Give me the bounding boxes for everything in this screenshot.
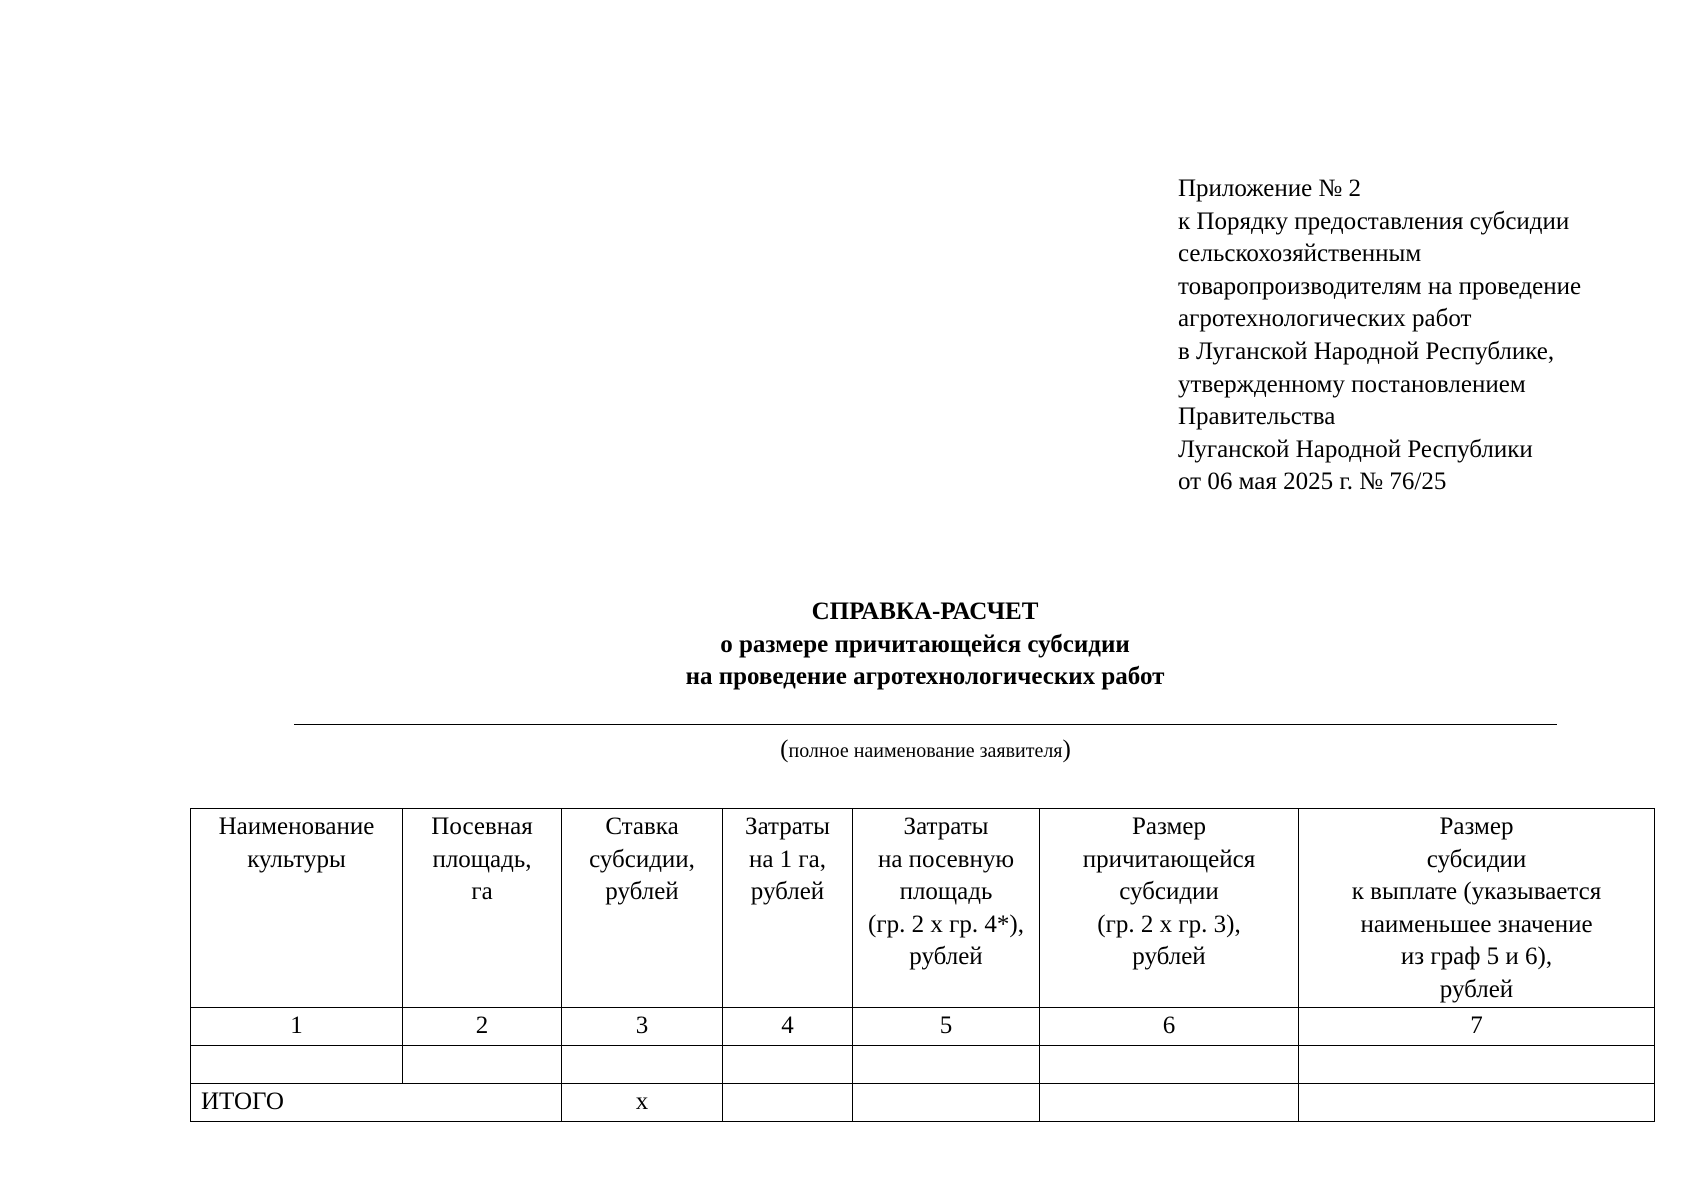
header-text: Размер <box>1132 813 1206 840</box>
header-text: Размер <box>1439 813 1514 840</box>
applicant-name-caption <box>294 735 1557 766</box>
appendix-line: от 06 мая 2025 г. № 76/25 <box>1178 468 1447 496</box>
header-cost-per-ha <box>723 809 853 1008</box>
table-cell <box>562 1045 723 1083</box>
total-rate-cell: х <box>562 1083 723 1121</box>
total-label: ИТОГО <box>191 1083 562 1121</box>
header-text: рублей <box>605 878 679 906</box>
header-text: рублей <box>909 943 983 971</box>
appendix-line: в Луганской Народной Республике, <box>1178 337 1555 365</box>
table-cell <box>403 1045 562 1083</box>
header-text: Затраты <box>745 813 830 840</box>
header-text: га <box>471 878 493 906</box>
header-sown-area <box>403 809 562 1008</box>
header-crop-name <box>191 809 403 1008</box>
header-text: субсидии, <box>589 845 695 873</box>
column-number: 3 <box>562 1007 723 1045</box>
appendix-line: Правительства <box>1178 403 1336 431</box>
header-text: (гр. 2 х гр. 3), <box>1097 910 1241 938</box>
table-cell <box>1040 1045 1299 1083</box>
header-row <box>191 809 1655 1008</box>
table-cell <box>1299 1083 1655 1121</box>
header-cost-total-area <box>853 809 1040 1008</box>
table-cell <box>191 1045 403 1083</box>
table-cell <box>723 1045 853 1083</box>
document-title <box>0 596 1697 694</box>
appendix-line: Приложение № 2 <box>1178 175 1362 202</box>
header-subsidy-rate <box>562 809 723 1008</box>
title-line-3: на проведение агротехнологических работ <box>685 663 1165 690</box>
header-text: (гр. 2 х гр. 4*), <box>868 910 1024 938</box>
column-number: 1 <box>191 1007 403 1045</box>
table-cell <box>1040 1083 1299 1121</box>
appendix-reference <box>1178 173 1678 499</box>
header-subsidy-due <box>1040 809 1299 1008</box>
header-text: к выплате (указывается <box>1351 878 1602 906</box>
header-text: на посевную <box>877 845 1015 873</box>
table-cell <box>1299 1045 1655 1083</box>
table-cell <box>853 1083 1040 1121</box>
header-text: Наименование <box>218 813 375 840</box>
header-text: субсидии <box>1119 878 1219 906</box>
calculation-table <box>190 808 1655 1122</box>
header-text: рублей <box>1439 975 1514 1003</box>
header-text: Посевная <box>431 813 533 840</box>
header-text: из граф 5 и 6), <box>1400 943 1553 971</box>
header-subsidy-payable <box>1299 809 1655 1008</box>
title-line-2: о размере причитающейся субсидии <box>720 630 1130 658</box>
header-text: культуры <box>247 845 346 873</box>
data-row <box>191 1045 1655 1083</box>
close-paren: ) <box>1062 736 1071 763</box>
header-text: на 1 га, <box>748 845 827 873</box>
column-number-row <box>191 1007 1655 1045</box>
header-text: Ставка <box>605 813 679 840</box>
open-paren: ( <box>780 736 789 763</box>
appendix-line: агротехнологических работ <box>1178 305 1472 333</box>
applicant-name-line <box>294 724 1557 725</box>
column-number: 4 <box>723 1007 853 1045</box>
header-text: площадь <box>899 878 993 906</box>
column-number: 5 <box>853 1007 1040 1045</box>
header-text: Затраты <box>903 813 989 840</box>
title-line-1: СПРАВКА-РАСЧЕТ <box>811 598 1039 625</box>
header-text: субсидии <box>1426 845 1527 873</box>
applicant-caption-text: полное наименование заявителя <box>788 740 1063 762</box>
table-cell <box>723 1083 853 1121</box>
header-text: рублей <box>1132 943 1206 971</box>
column-number: 6 <box>1040 1007 1299 1045</box>
total-row <box>191 1083 1655 1121</box>
table-cell <box>853 1045 1040 1083</box>
header-text: наименьшее значение <box>1360 910 1593 938</box>
appendix-line: товаропроизводителям на проведение <box>1178 272 1582 300</box>
header-text: рублей <box>750 878 825 906</box>
appendix-line: утвержденному постановлением <box>1178 370 1526 398</box>
column-number: 2 <box>403 1007 562 1045</box>
header-text: площадь, <box>432 845 532 873</box>
column-number: 7 <box>1299 1007 1655 1045</box>
header-text: причитающейся <box>1082 845 1256 873</box>
appendix-line: сельскохозяйственным <box>1178 240 1422 268</box>
appendix-line: Луганской Народной Республики <box>1178 435 1533 463</box>
appendix-line: к Порядку предоставления субсидии <box>1178 207 1570 235</box>
